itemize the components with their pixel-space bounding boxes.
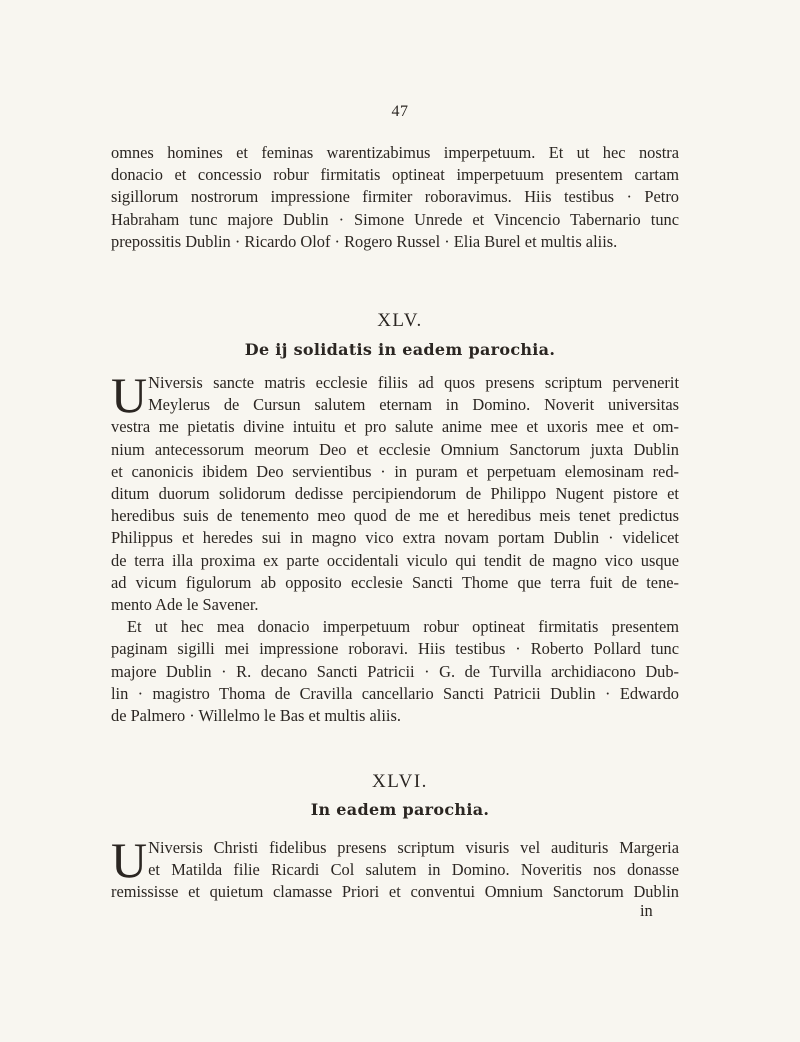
page-number: 47 [391,103,409,120]
text-line: heredibus suis de tenemento meo quod de me et heredibus meis tenet predictus [111,506,679,526]
text-line: Philippus et heredes sui in magno vico extra novam portam Dublin · videlicet [111,528,679,548]
text-line: majore Dublin · R. decano Sancti Patricii · G. de Turvilla archidiacono Dub- [111,661,679,681]
catchword: in [640,901,653,920]
text-line: donacio et concessio robur firmitatis optineat imperpetuum presentem cartam [111,165,679,185]
charter-number-45: XLV. [377,310,423,331]
opening-paragraph [111,142,679,253]
text-line: Niversis sancte matris ecclesie filiis ad quos presens scriptum pervenerit [148,373,679,392]
text-line: paginam sigilli mei impressione roboravi. Hiis testibus · Roberto Pollard tunc [111,639,679,659]
text-line: Meylerus de Cursun salutem eternam in Domino. Noverit universitas [148,395,679,415]
charter-45-text [111,367,679,727]
text-line: de terra illa proxima ex parte occidentali viculo qui tendit de magno vico usque [111,550,679,570]
text-line: et Matilda filie Ricardi Col salutem in Domino. Noveritis nos donasse [148,860,679,880]
text-line: vestra me pietatis divine intuitu et pro salute anime mee et uxoris mee et om- [111,417,679,437]
charter-title-45: De ij solidatis in eadem parochia. [244,340,556,359]
text-line: omnes homines et feminas warentizabimus imperpetuum. Et ut hec nostra [111,143,679,162]
charter-46-text [111,832,679,904]
charter-title-46: In eadem parochia. [310,800,490,819]
text-line: Habraham tunc majore Dublin · Simone Unrede et Vincencio Tabernario tunc [111,209,679,229]
text-line: et canonicis ibidem Deo servientibus · in puram et perpetuam elemosinam red- [111,461,679,481]
drop-cap: U [111,832,148,888]
text-line: ditum duorum solidorum dedisse percipiendorum de Philippo Nugent pistore et [111,484,679,504]
text-line: mento Ade le Savener. [111,595,259,615]
drop-cap: U [111,367,148,423]
text-line: sigillorum nostrorum impressione firmiter roboravimus. Hiis testibus · Petro [111,187,679,207]
text-line: lin · magistro Thoma de Cravilla cancellario Sancti Patricii Dublin · Edwardo [111,683,679,703]
text-line: Niversis Christi fidelibus presens scriptum visuris vel audituris Margeria [148,838,679,857]
text-line: de Palmero · Willelmo le Bas et multis aliis. [111,706,401,726]
charter-number-46: XLVI. [372,771,428,792]
text-line: ad vicum figulorum ab opposito ecclesie Sancti Thome que terra fuit de tene- [111,572,679,592]
text-line: remississe et quietum clamasse Priori et conventui Omnium Sanctorum Dublin [111,882,679,902]
text-line: Et ut hec mea donacio imperpetuum robur optineat firmitatis presentem [127,617,679,637]
text-line: prepossitis Dublin · Ricardo Olof · Rogero Russel · Elia Burel et multis aliis. [111,231,618,251]
text-line: nium antecessorum meorum Deo et ecclesie Omnium Sanctorum juxta Dublin [111,439,679,459]
